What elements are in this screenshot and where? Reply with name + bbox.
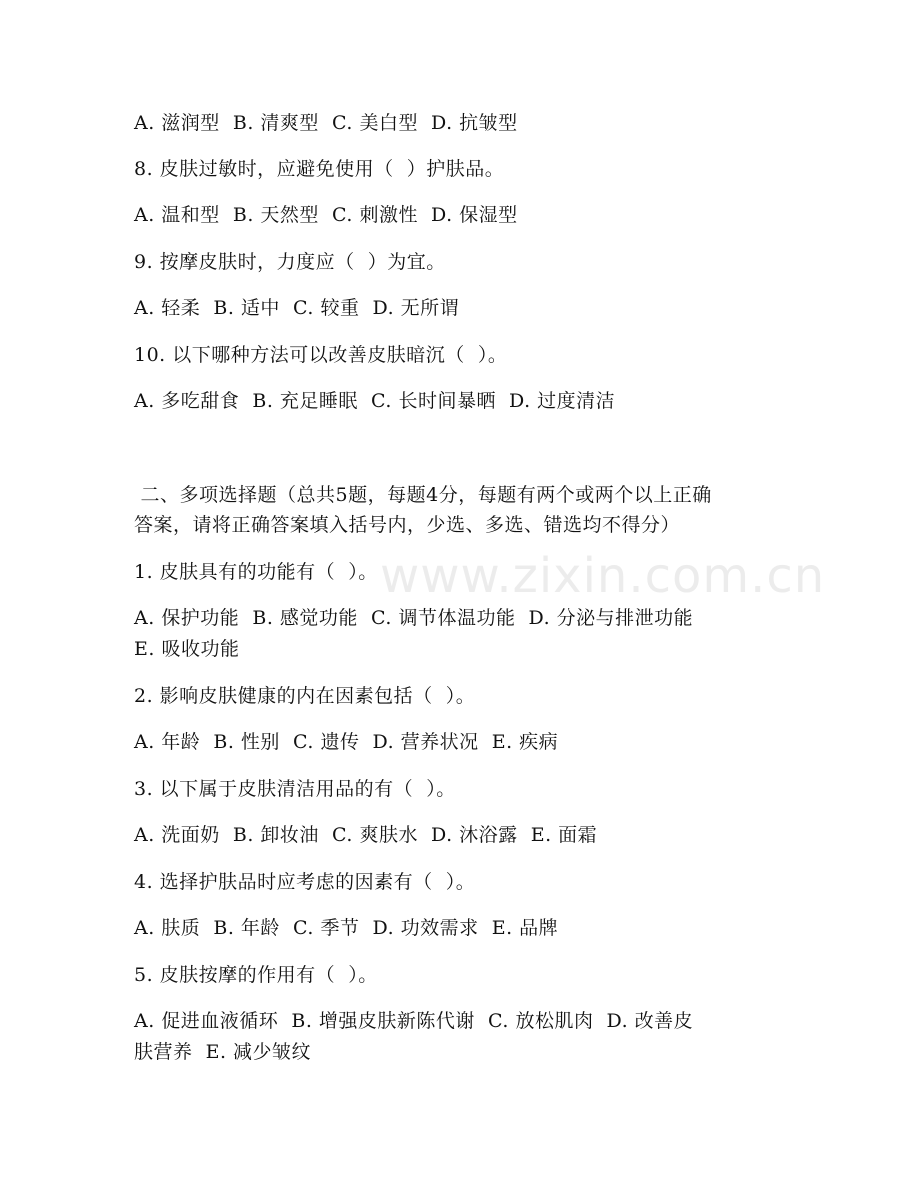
mq2-options: A. 年龄 B. 性别 C. 遗传 D. 营养状况 E. 疾病: [134, 731, 559, 753]
mq3-options: A. 洗面奶 B. 卸妆油 C. 爽肤水 D. 沐浴露 E. 面霜: [134, 824, 598, 846]
mq5-options-line1: A. 促进血液循环 B. 增强皮肤新陈代谢 C. 放松肌肉 D. 改善皮: [134, 1010, 694, 1032]
q8-options: A. 温和型 B. 天然型 C. 刺激性 D. 保湿型: [134, 204, 518, 226]
mq3-question: 3. 以下属于皮肤清洁用品的有（ ）。: [134, 778, 456, 800]
section2-heading-line1: 二、多项选择题（总共5题，每题4分，每题有两个或两个以上正确: [134, 484, 712, 506]
mq5-options-line2: 肤营养 E. 减少皱纹: [134, 1041, 312, 1063]
q10-question: 10. 以下哪种方法可以改善皮肤暗沉（ ）。: [134, 344, 508, 366]
mq5-question: 5. 皮肤按摩的作用有（ ）。: [134, 964, 378, 986]
q9-question: 9. 按摩皮肤时，力度应（ ）为宜。: [134, 251, 446, 273]
watermark-text: www.zixin.com.cn: [380, 548, 826, 604]
mq1-options-line2: E. 吸收功能: [134, 638, 240, 660]
mq4-question: 4. 选择护肤品时应考虑的因素有（ ）。: [134, 871, 476, 893]
q9-options: A. 轻柔 B. 适中 C. 较重 D. 无所谓: [134, 297, 460, 319]
q7-options: A. 滋润型 B. 清爽型 C. 美白型 D. 抗皱型: [134, 112, 518, 134]
mq1-question: 1. 皮肤具有的功能有（ ）。: [134, 561, 378, 583]
q8-question: 8. 皮肤过敏时，应避免使用（ ）护肤品。: [134, 158, 505, 180]
q10-options: A. 多吃甜食 B. 充足睡眠 C. 长时间暴晒 D. 过度清洁: [134, 390, 616, 412]
mq4-options: A. 肤质 B. 年龄 C. 季节 D. 功效需求 E. 品牌: [134, 917, 559, 939]
mq2-question: 2. 影响皮肤健康的内在因素包括（ ）。: [134, 685, 476, 707]
section2-heading-line2: 答案，请将正确答案填入括号内，少选、多选、错选均不得分）: [134, 514, 681, 536]
mq1-options-line1: A. 保护功能 B. 感觉功能 C. 调节体温功能 D. 分泌与排泄功能: [134, 607, 694, 629]
